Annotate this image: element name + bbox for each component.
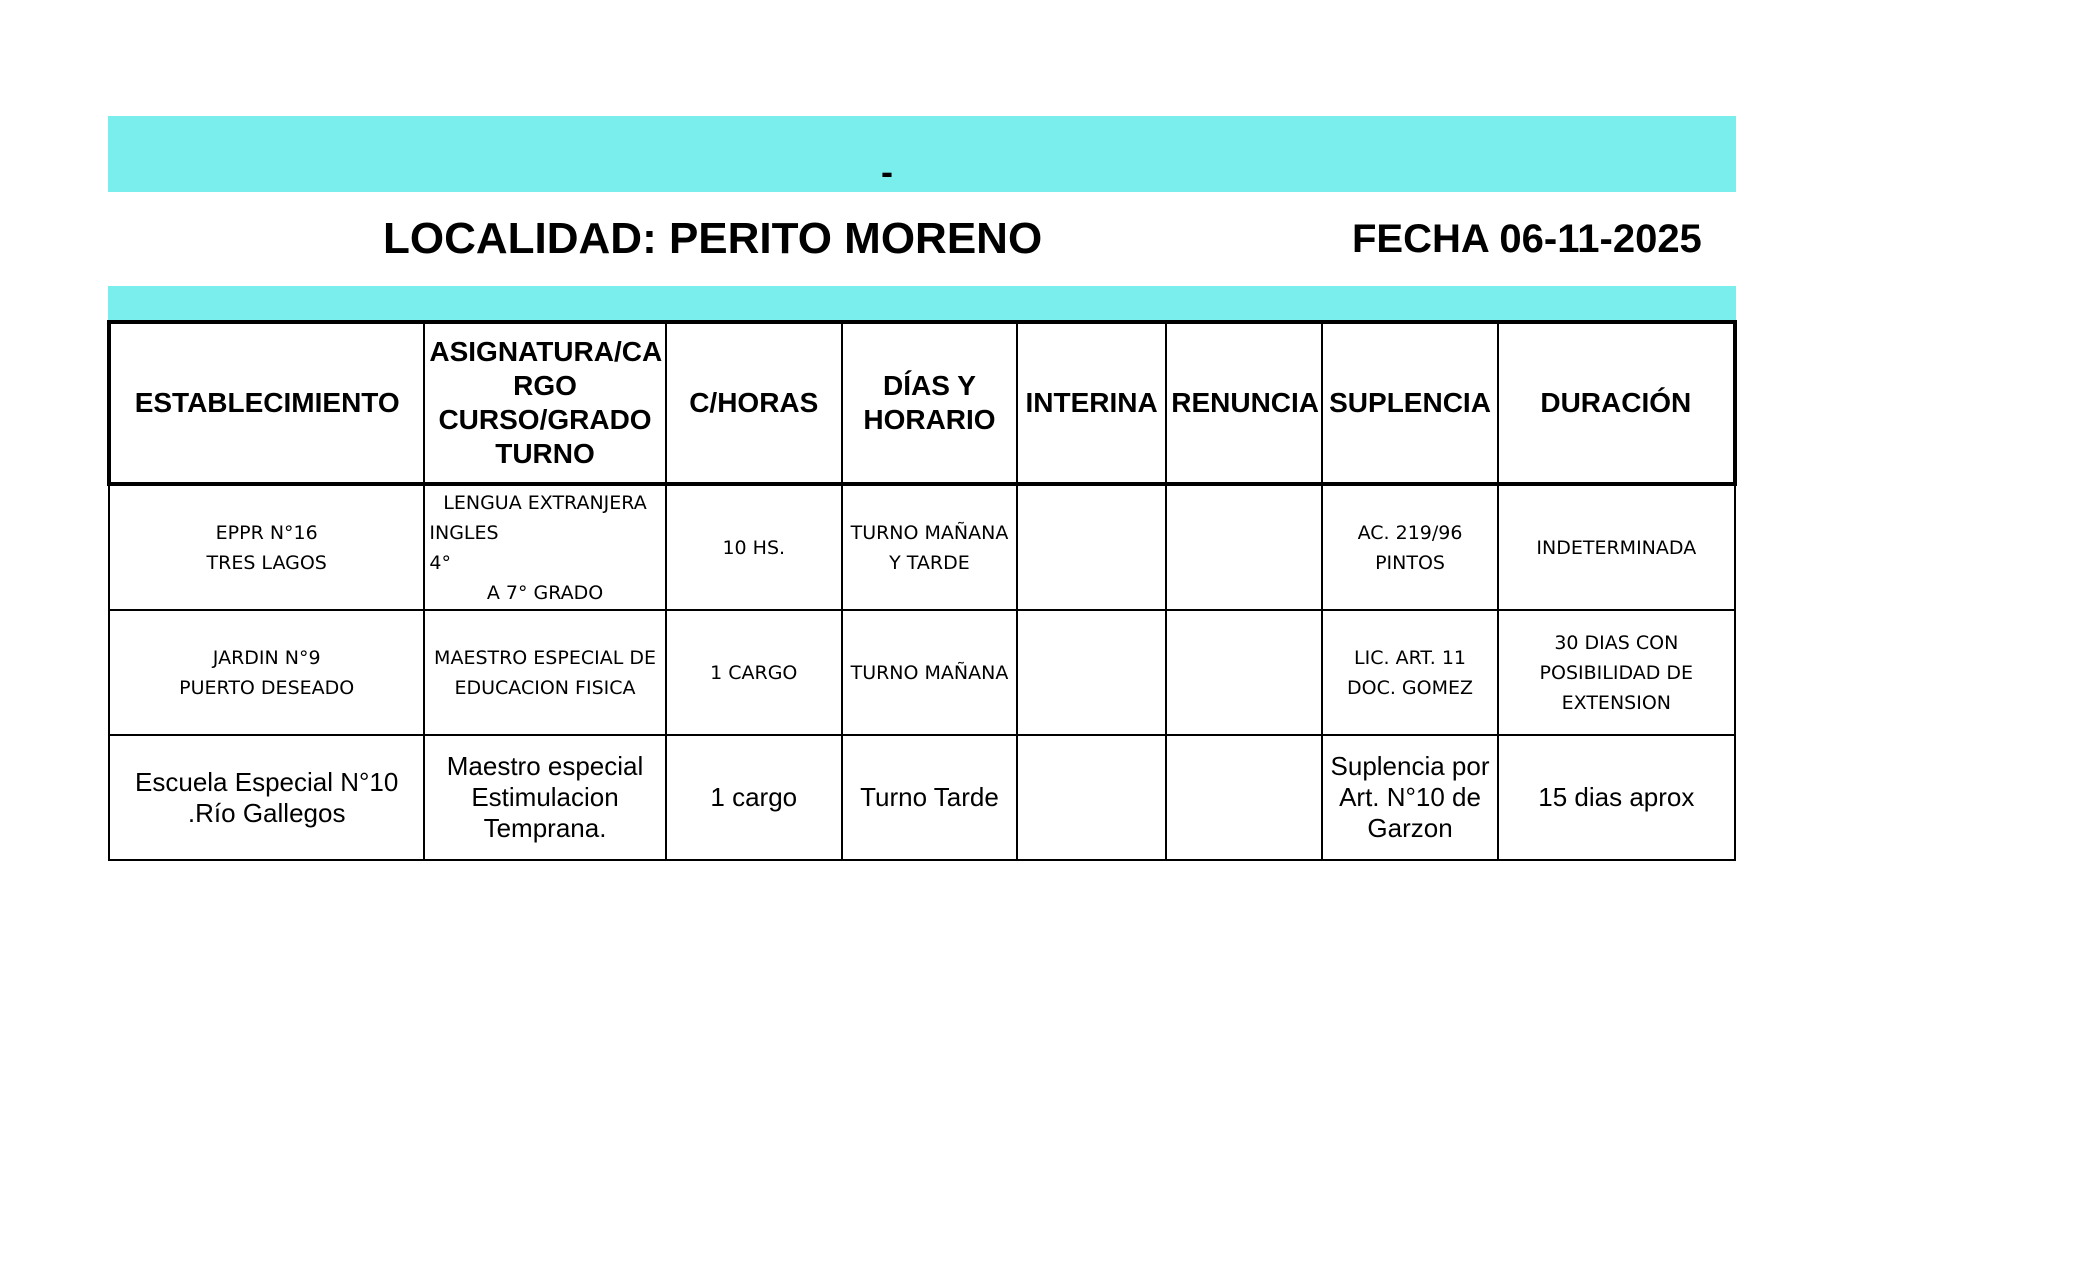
cell-establecimiento: [109, 735, 424, 860]
fecha-label: FECHA 06-11-2025: [1352, 217, 1702, 261]
cell-establecimiento: [109, 610, 424, 735]
col-header-suplencia-label: SUPLENCIA: [1329, 387, 1491, 418]
col-header-horas-label: C/HORAS: [689, 387, 819, 418]
cell-text: MAESTRO ESPECIAL DE: [434, 646, 656, 669]
cell-text: EPPR N°16: [215, 521, 318, 544]
col-header-suplencia: [1322, 322, 1497, 484]
table-header-row: [109, 322, 1735, 484]
cell-text: 10 HS.: [722, 536, 786, 559]
col-header-dias: [842, 322, 1017, 484]
cell-asignatura: [424, 610, 665, 735]
cell-text: Art. N°10 de: [1339, 782, 1481, 812]
col-header-renuncia-label: RENUNCIA: [1171, 387, 1320, 418]
cell-text: Suplencia por: [1330, 751, 1490, 781]
cell-horas: [666, 735, 842, 860]
cell-renuncia: [1166, 735, 1322, 860]
col-header-dias-line2: HORARIO: [863, 404, 996, 435]
cell-dias: [842, 484, 1017, 610]
cell-asignatura: [424, 484, 665, 610]
cell-text: AC. 219/96: [1357, 521, 1463, 544]
cell-horas: [666, 610, 842, 735]
cell-text: DOC. GOMEZ: [1347, 676, 1474, 699]
cell-establecimiento: [109, 484, 424, 610]
cell-text: PUERTO DESEADO: [179, 676, 355, 699]
cell-renuncia: [1166, 610, 1322, 735]
col-header-horas: [666, 322, 842, 484]
col-header-duracion: [1498, 322, 1735, 484]
cell-duracion: [1498, 610, 1735, 735]
cell-text: Temprana.: [483, 813, 607, 843]
col-header-establecimiento: [109, 322, 424, 484]
col-header-renuncia: [1166, 322, 1322, 484]
table-row: [109, 484, 1735, 610]
cell-duracion: [1498, 735, 1735, 860]
cell-suplencia: [1322, 610, 1497, 735]
localidad-title: LOCALIDAD: PERITO MORENO: [383, 214, 1043, 263]
col-header-asignatura-line1: ASIGNATURA/CA: [429, 336, 663, 367]
vacancies-table: [107, 320, 1737, 861]
cell-text-split: [429, 518, 660, 578]
cell-asignatura: [424, 735, 665, 860]
cell-text: 4°: [429, 551, 451, 574]
col-header-asignatura: [424, 322, 665, 484]
cell-text: EDUCACION FISICA: [454, 676, 636, 699]
cell-text: EXTENSION: [1561, 691, 1671, 714]
col-header-asignatura-line2: RGO: [513, 370, 577, 401]
cell-text: INGLES: [429, 521, 499, 544]
cell-suplencia: [1322, 735, 1497, 860]
col-header-interina: [1017, 322, 1166, 484]
cell-text: Maestro especial: [446, 751, 644, 781]
cell-text: TRES LAGOS: [206, 551, 327, 574]
header-band-bottom: [108, 286, 1736, 320]
col-header-asignatura-line4: TURNO: [495, 438, 595, 469]
cell-text: INDETERMINADA: [1536, 536, 1697, 559]
col-header-duracion-label: DURACIÓN: [1540, 387, 1692, 418]
cell-text: TURNO MAÑANA: [850, 521, 1009, 544]
table-row: [109, 735, 1735, 860]
cell-text: Garzon: [1367, 813, 1453, 843]
cell-interina: [1017, 484, 1166, 610]
cell-text: 1 CARGO: [710, 661, 798, 684]
cell-renuncia: [1166, 484, 1322, 610]
cell-text: 15 dias aprox: [1538, 782, 1695, 812]
cell-horas: [666, 484, 842, 610]
cell-text: Escuela Especial N°10: [135, 766, 399, 797]
cell-text: LENGUA EXTRANJERA: [443, 491, 647, 514]
cell-text: Estimulacion: [471, 782, 619, 812]
header-dash: -: [881, 151, 893, 192]
cell-text: Y TARDE: [889, 551, 970, 574]
cell-suplencia: [1322, 484, 1497, 610]
cell-text: A 7° GRADO: [486, 581, 604, 604]
cell-interina: [1017, 735, 1166, 860]
header-band-top: [108, 116, 1736, 192]
col-header-asignatura-line3: CURSO/GRADO: [438, 404, 652, 435]
cell-dias: [842, 735, 1017, 860]
col-header-interina-label: INTERINA: [1025, 387, 1158, 418]
table-row: [109, 610, 1735, 735]
cell-text: 1 cargo: [710, 782, 798, 812]
col-header-dias-line1: DÍAS Y: [883, 370, 976, 401]
cell-text: POSIBILIDAD DE: [1539, 661, 1694, 684]
cell-text: LIC. ART. 11: [1354, 646, 1466, 669]
cell-interina: [1017, 610, 1166, 735]
col-header-establecimiento-label: ESTABLECIMIENTO: [134, 387, 400, 418]
cell-duracion: [1498, 484, 1735, 610]
title-row: [108, 192, 1736, 286]
cell-text: PINTOS: [1375, 551, 1445, 574]
cell-text: Turno Tarde: [860, 782, 999, 812]
cell-text: 30 DIAS CON: [1554, 631, 1679, 654]
cell-text: .Río Gallegos: [187, 797, 346, 828]
cell-text: JARDIN N°9: [212, 646, 321, 669]
cell-dias: [842, 610, 1017, 735]
cell-text: TURNO MAÑANA: [850, 661, 1009, 684]
